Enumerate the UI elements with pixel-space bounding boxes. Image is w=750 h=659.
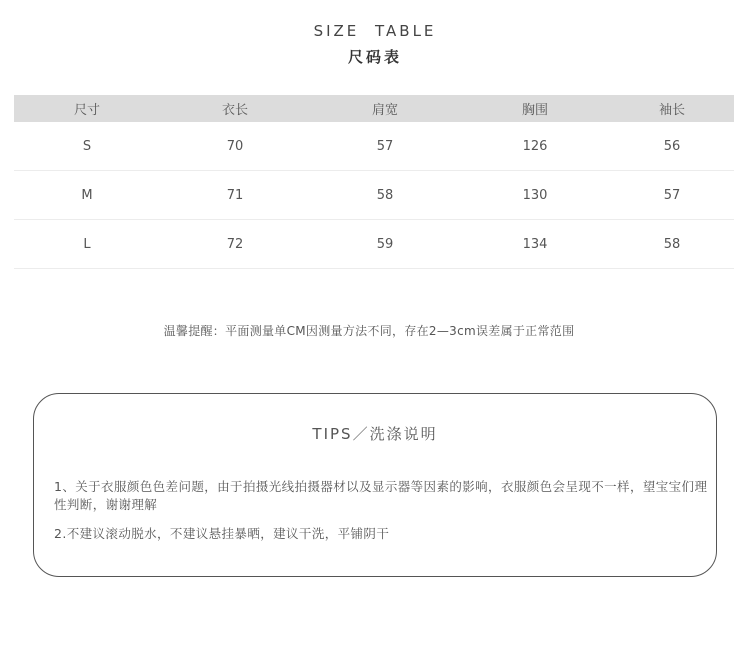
table-cell: 130 [522, 187, 548, 203]
table-header-row [14, 95, 734, 122]
table-cell: 59 [376, 236, 394, 252]
table-cell: 56 [663, 138, 681, 154]
table-cell: 126 [522, 138, 548, 154]
column-header-sleeve: 袖长 [658, 103, 685, 118]
column-header-chest: 胸围 [521, 103, 548, 118]
tips-item: 1、关于衣服颜色色差问题，由于拍摄光线拍摄器材以及显示器等因素的影响，衣服颜色会呈现不一样，望宝宝们理性判断，谢谢理解 [54, 479, 708, 512]
table-cell: 70 [226, 138, 244, 154]
table-cell: M [81, 187, 93, 203]
size-table-title-en: SIZE TABLE [313, 22, 437, 40]
table-cell: 71 [226, 187, 244, 203]
table-row [14, 171, 734, 220]
measurement-note: 温馨提醒：平面测量单CM因测量方法不同，存在2—3cm误差属于正常范围 [163, 324, 575, 338]
column-header-shoulder: 肩宽 [371, 103, 398, 118]
table-row [14, 220, 734, 269]
table-cell: 58 [663, 236, 681, 252]
table-cell: 57 [663, 187, 681, 203]
table-cell: 57 [376, 138, 394, 154]
column-header-size: 尺寸 [73, 103, 100, 118]
table-cell: 134 [522, 236, 548, 252]
table-cell: S [82, 138, 92, 154]
size-table-title-cn: 尺码表 [347, 48, 402, 66]
size-table [14, 95, 734, 269]
column-header-length: 衣长 [221, 103, 248, 118]
tips-title: TIPS／洗涤说明 [312, 425, 438, 443]
table-cell: 58 [376, 187, 394, 203]
tips-box [33, 393, 717, 577]
table-cell: 72 [226, 236, 244, 252]
table-row [14, 122, 734, 171]
tips-item: 2.不建议滚动脱水，不建议悬挂暴晒，建议干洗，平铺阴干 [54, 526, 390, 541]
table-cell: L [83, 236, 91, 252]
